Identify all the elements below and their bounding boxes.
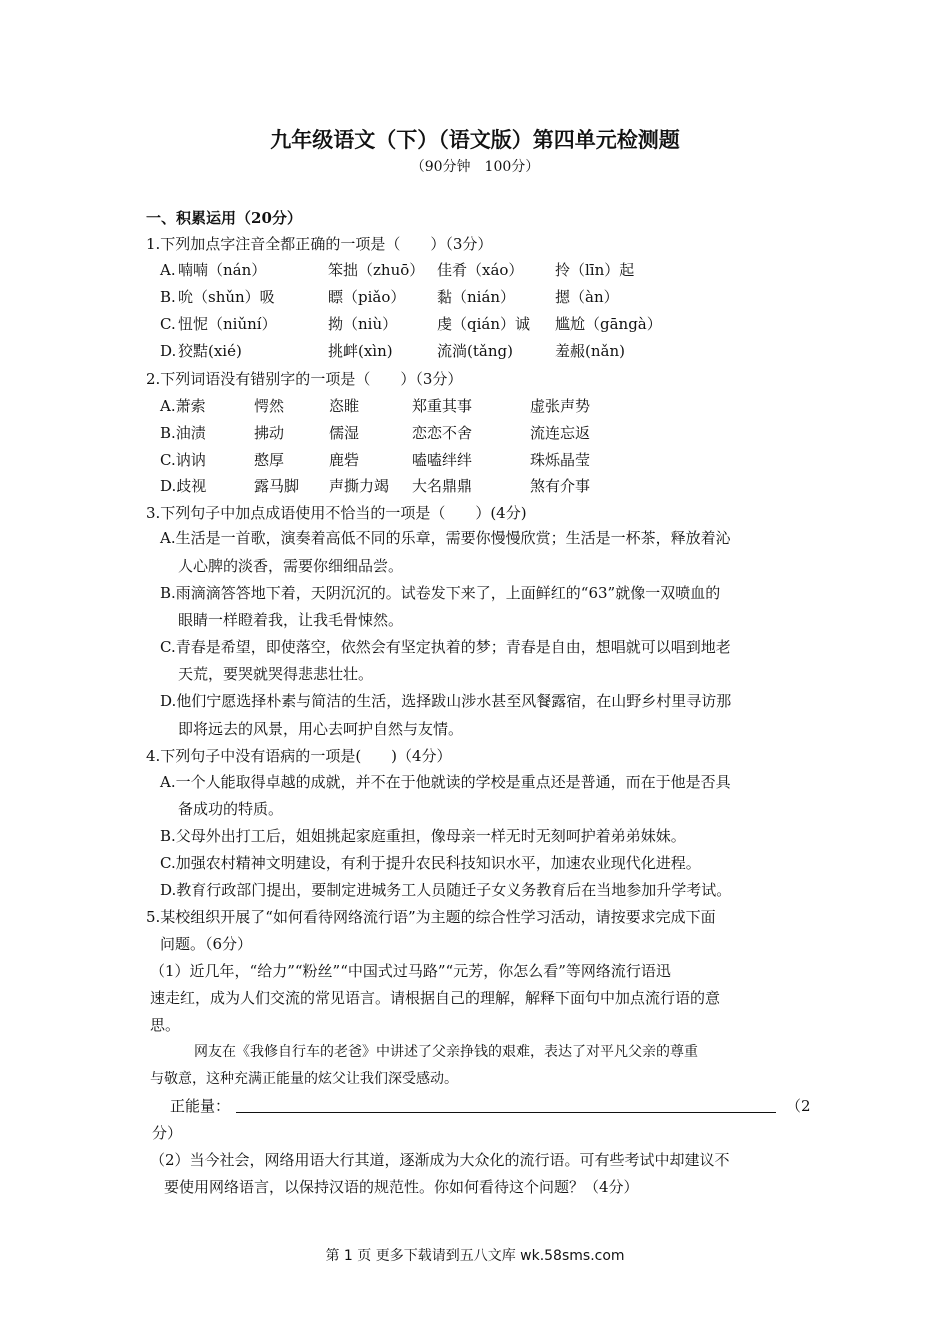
q1-option-a-label: A. (160, 261, 176, 279)
page-footer: 第 1 页 更多下载请到五八文库 wk.58sms.com (325, 1248, 625, 1264)
q2-option-d-word2: 露马脚 (254, 477, 300, 495)
q3-option-b-line1: B.雨滴滴答答地下着，天阴沉沉的。试卷发下来了，上面鲜红的“63”就像一双喷血的 (160, 584, 721, 602)
q4-option-a-line2: 备成功的特质。 (178, 800, 284, 818)
q1-option-b-label: B. (160, 288, 176, 306)
q2-option-b-word4: 恋恋不舍 (412, 424, 473, 442)
q3-option-c-line2: 天荒，要哭就哭得悲悲壮壮。 (178, 665, 374, 683)
q2-option-c-word1: C.讷讷 (160, 451, 206, 469)
page-subtitle: （90分钟 100分） (410, 159, 540, 175)
q1-option-c-label: C. (160, 315, 176, 333)
q2-option-d-word3: 声撕力竭 (329, 477, 390, 495)
q2-option-a-word4: 郑重其事 (412, 397, 473, 415)
q1-option-b-col4: 摁（àn） (555, 288, 619, 306)
question-5-stem-line1: 5.某校组织开展了“如何看待网络流行语”为主题的综合性学习活动，请按要求完成下面 (146, 908, 716, 926)
q3-option-a-line2: 人心脾的淡香，需要你细细品尝。 (178, 557, 404, 575)
q5-quote-line2: 与敬意，这种充满正能量的炫父让我们深受感动。 (150, 1071, 458, 1087)
q3-option-a-line1: A.生活是一首歌，演奏着高低不同的乐章，需要你慢慢欣赏；生活是一杯茶，释放着沁 (160, 529, 731, 547)
section-heading: 一、积累运用（20分） (146, 209, 302, 227)
q2-option-c-word5: 珠烁晶莹 (530, 451, 591, 469)
q2-option-c-word4: 嗑嗑绊绊 (412, 451, 473, 469)
q1-option-d-label: D. (160, 342, 177, 360)
q4-option-b: B.父母外出打工后，姐姐挑起家庭重担，像母亲一样无时无刻呵护着弟弟妹妹。 (160, 827, 686, 845)
q5-answer-label: 正能量： (170, 1097, 231, 1115)
q2-option-a-word3: 恣睢 (329, 397, 360, 415)
q1-option-d-col1: 狡黠(xié) (178, 342, 242, 360)
q2-option-a-word2: 愕然 (254, 397, 285, 415)
q5-part2-line2: 要使用网络语言，以保持汉语的规范性。你如何看待这个问题？（4分） (164, 1178, 639, 1196)
q1-option-b-col1: 吮（shǔn）吸 (178, 288, 275, 306)
q1-option-a-col4: 拎（līn）起 (555, 261, 635, 279)
q5-answer-blank[interactable] (236, 1112, 776, 1113)
q2-option-d-word1: D.歧视 (160, 477, 207, 495)
q2-option-b-word3: 儒湿 (329, 424, 360, 442)
q5-part1-line3: 思。 (150, 1016, 181, 1034)
q2-option-a-word1: A.萧索 (160, 397, 206, 415)
q2-option-a-word5: 虚张声势 (530, 397, 591, 415)
question-3-stem: 3.下列句子中加点成语使用不恰当的一项是（ ）(4分) (146, 504, 527, 522)
q3-option-d-line1: D.他们宁愿选择朴素与简洁的生活，选择跋山涉水甚至风餐露宿，在山野乡村里寻访那 (160, 692, 732, 710)
q5-answer-score-b: 分） (152, 1124, 183, 1142)
q5-part1-line2: 速走红，成为人们交流的常见语言。请根据自己的理解，解释下面句中加点流行语的意 (150, 989, 721, 1007)
question-2-stem: 2.下列词语没有错别字的一项是（ ）（3分） (146, 370, 463, 388)
q5-part1-line1: （1）近几年，“给力”“粉丝”“中国式过马路”“元芳，你怎么看”等网络流行语迅 (150, 962, 671, 980)
page-title: 九年级语文（下）（语文版）第四单元检测题 (270, 127, 680, 152)
q1-option-d-col3: 流淌(tǎng) (437, 342, 513, 360)
q1-option-c-col1: 忸怩（niǔní） (178, 315, 277, 333)
q1-option-c-col2: 拗（niù） (328, 315, 398, 333)
q2-option-b-word5: 流连忘返 (530, 424, 591, 442)
q3-option-c-line1: C.青春是希望，即使落空，依然会有坚定执着的梦；青春是自由，想唱就可以唱到地老 (160, 638, 731, 656)
q1-option-b-col2: 瞟（piǎo） (328, 288, 406, 306)
q1-option-c-col3: 虔（qián）诚 (437, 315, 531, 333)
q2-option-c-word3: 鹿砦 (329, 451, 360, 469)
q1-option-a-col3: 佳肴（xáo） (437, 261, 524, 279)
q1-option-a-col1: 喃喃（nán） (178, 261, 267, 279)
q5-part2-line1: （2）当今社会，网络用语大行其道，逐渐成为大众化的流行语。可有些考试中却建议不 (150, 1151, 730, 1169)
question-4-stem: 4.下列句子中没有语病的一项是( )（4分） (146, 747, 452, 765)
q5-answer-score-a: （2 (786, 1097, 811, 1115)
question-5-stem-line2: 问题。（6分） (160, 935, 253, 953)
q2-option-d-word5: 煞有介事 (530, 477, 591, 495)
q4-option-c: C.加强农村精神文明建设，有利于提升农民科技知识水平，加速农业现代化进程。 (160, 854, 701, 872)
q1-option-b-col3: 黏（nián） (437, 288, 516, 306)
q1-option-a-col2: 笨拙（zhuō） (328, 261, 425, 279)
q5-quote-line1: 网友在《我修自行车的老爸》中讲述了父亲挣钱的艰难，表达了对平凡父亲的尊重 (194, 1044, 698, 1060)
q1-option-d-col4: 羞赧(nǎn) (555, 342, 625, 360)
q2-option-b-word1: B.油渍 (160, 424, 206, 442)
q3-option-b-line2: 眼睛一样瞪着我，让我毛骨悚然。 (178, 611, 404, 629)
q2-option-b-word2: 拂动 (254, 424, 285, 442)
q1-option-c-col4: 尴尬（gāngà） (555, 315, 662, 333)
q4-option-a-line1: A.一个人能取得卓越的成就，并不在于他就读的学校是重点还是普通，而在于他是否具 (160, 773, 731, 791)
q2-option-c-word2: 憨厚 (254, 451, 285, 469)
q1-option-d-col2: 挑衅(xìn) (328, 342, 393, 360)
q4-option-d: D.教育行政部门提出，要制定进城务工人员随迁子女义务教育后在当地参加升学考试。 (160, 881, 732, 899)
question-1-stem: 1.下列加点字注音全都正确的一项是（ ）（3分） (146, 235, 493, 253)
q2-option-d-word4: 大名鼎鼎 (412, 477, 473, 495)
q3-option-d-line2: 即将远去的风景，用心去呵护自然与友情。 (178, 720, 464, 738)
